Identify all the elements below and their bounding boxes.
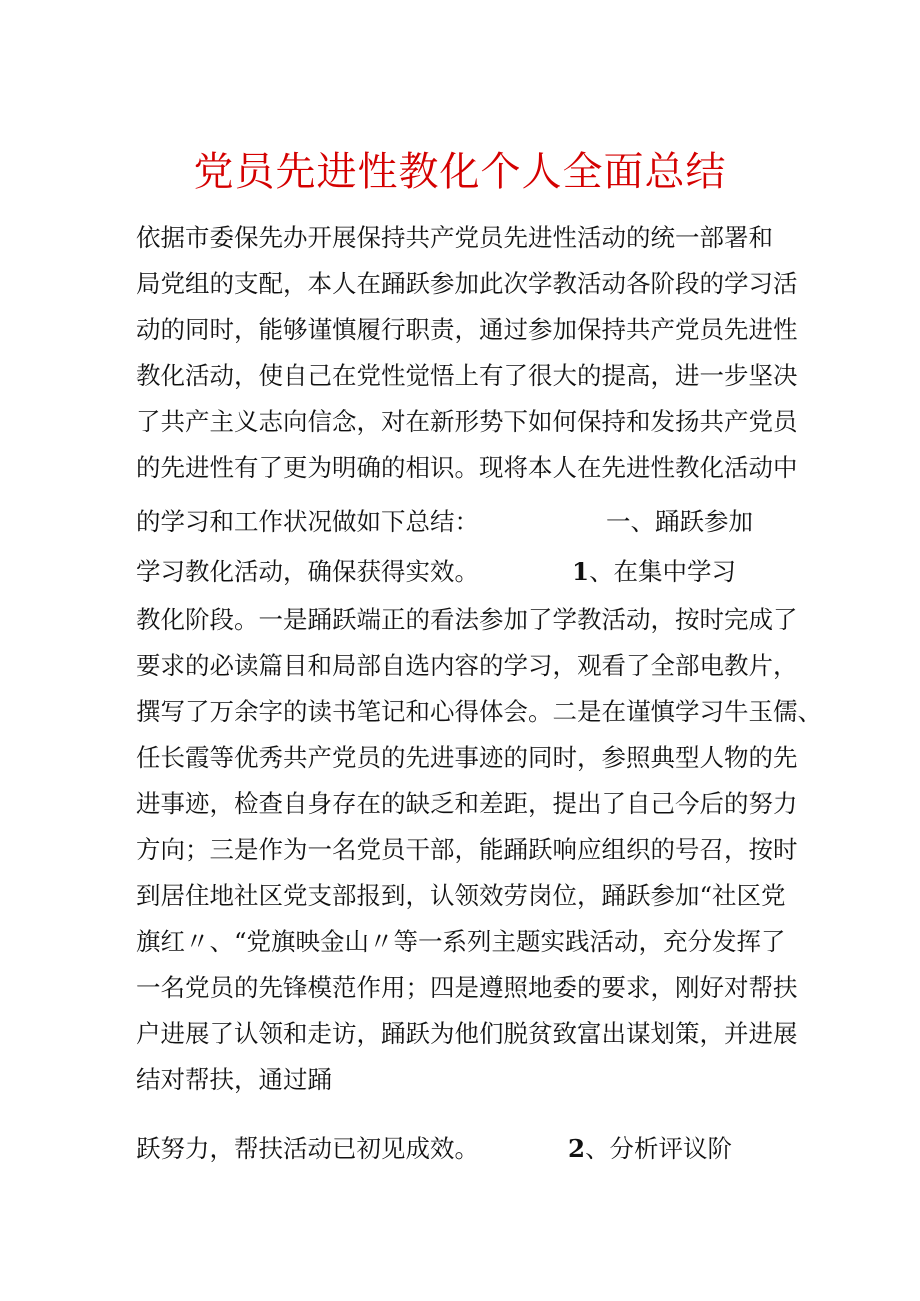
paragraph-line: 方向；三是作为一名党员干部，能踊跃响应组织的号召，按时 [136,835,798,864]
paragraph-line: 户进展了认领和走访，踊跃为他们脱贫致富出谋划策，并进展 [136,1019,798,1048]
paragraph-line: 旗红〃、“党旗映金山〃等一系列主题实践活动，充分发挥了 [136,927,786,956]
subsection-text: 、在集中学习 [589,557,737,586]
paragraph-line: 要求的必读篇目和局部自选内容的学习，观看了全部电教片， [136,651,798,680]
paragraph-line: 任长霞等优秀共产党员的先进事迹的同时，参照典型人物的先 [136,743,798,772]
paragraph-line [136,1127,816,1171]
subsection-heading-2 [568,1127,732,1171]
paragraph-line: 撰写了万余字的读书笔记和心得体会。二是在谨慎学习牛玉儒、 [136,697,822,726]
paragraph-line: 结对帮扶，通过踊 [136,1065,332,1094]
paragraph-line: 了共产主义志向信念，对在新形势下如何保持和发扬共产党员 [136,407,798,436]
document-title: 党员先进性教化个人全面总结 [193,149,727,195]
paragraph-tail: 跃努力，帮扶活动已初见成效。 [136,1134,479,1163]
section-heading-1-cont: 学习教化活动，确保获得实效。 [136,557,479,586]
paragraph-line [136,500,816,544]
paragraph-line: 教化阶段。一是踊跃端正的看法参加了学教活动，按时完成了 [136,605,798,634]
paragraph-line: 依据市委保先办开展保持共产党员先进性活动的统一部署和 [136,223,773,252]
paragraph-line: 的先进性有了更为明确的相识。现将本人在先进性教化活动中 [136,453,798,482]
subsection-heading-1 [572,550,736,594]
subsection-number: 2 [568,1134,586,1163]
paragraph-line: 进事迹，检查自身存在的缺乏和差距，提出了自己今后的努力 [136,789,798,818]
section-heading-1: 一、踊跃参加 [606,507,753,536]
paragraph-line [136,550,816,594]
paragraph-line: 教化活动，使自己在党性觉悟上有了很大的提高，进一步坚决 [136,361,798,390]
paragraph-line: 一名党员的先锋模范作用；四是遵照地委的要求，刚好对帮扶 [136,973,798,1002]
paragraph-line: 动的同时，能够谨慎履行职责，通过参加保持共产党员先进性 [136,315,798,344]
paragraph-line: 局党组的支配，本人在踊跃参加此次学教活动各阶段的学习活 [136,269,798,298]
paragraph-line: 到居住地社区党支部报到，认领效劳岗位，踊跃参加“社区党 [136,881,786,910]
subsection-text: 、分析评议阶 [585,1134,733,1163]
summary-intro: 的学习和工作状况做如下总结： [136,507,479,536]
subsection-number: 1 [572,557,590,586]
